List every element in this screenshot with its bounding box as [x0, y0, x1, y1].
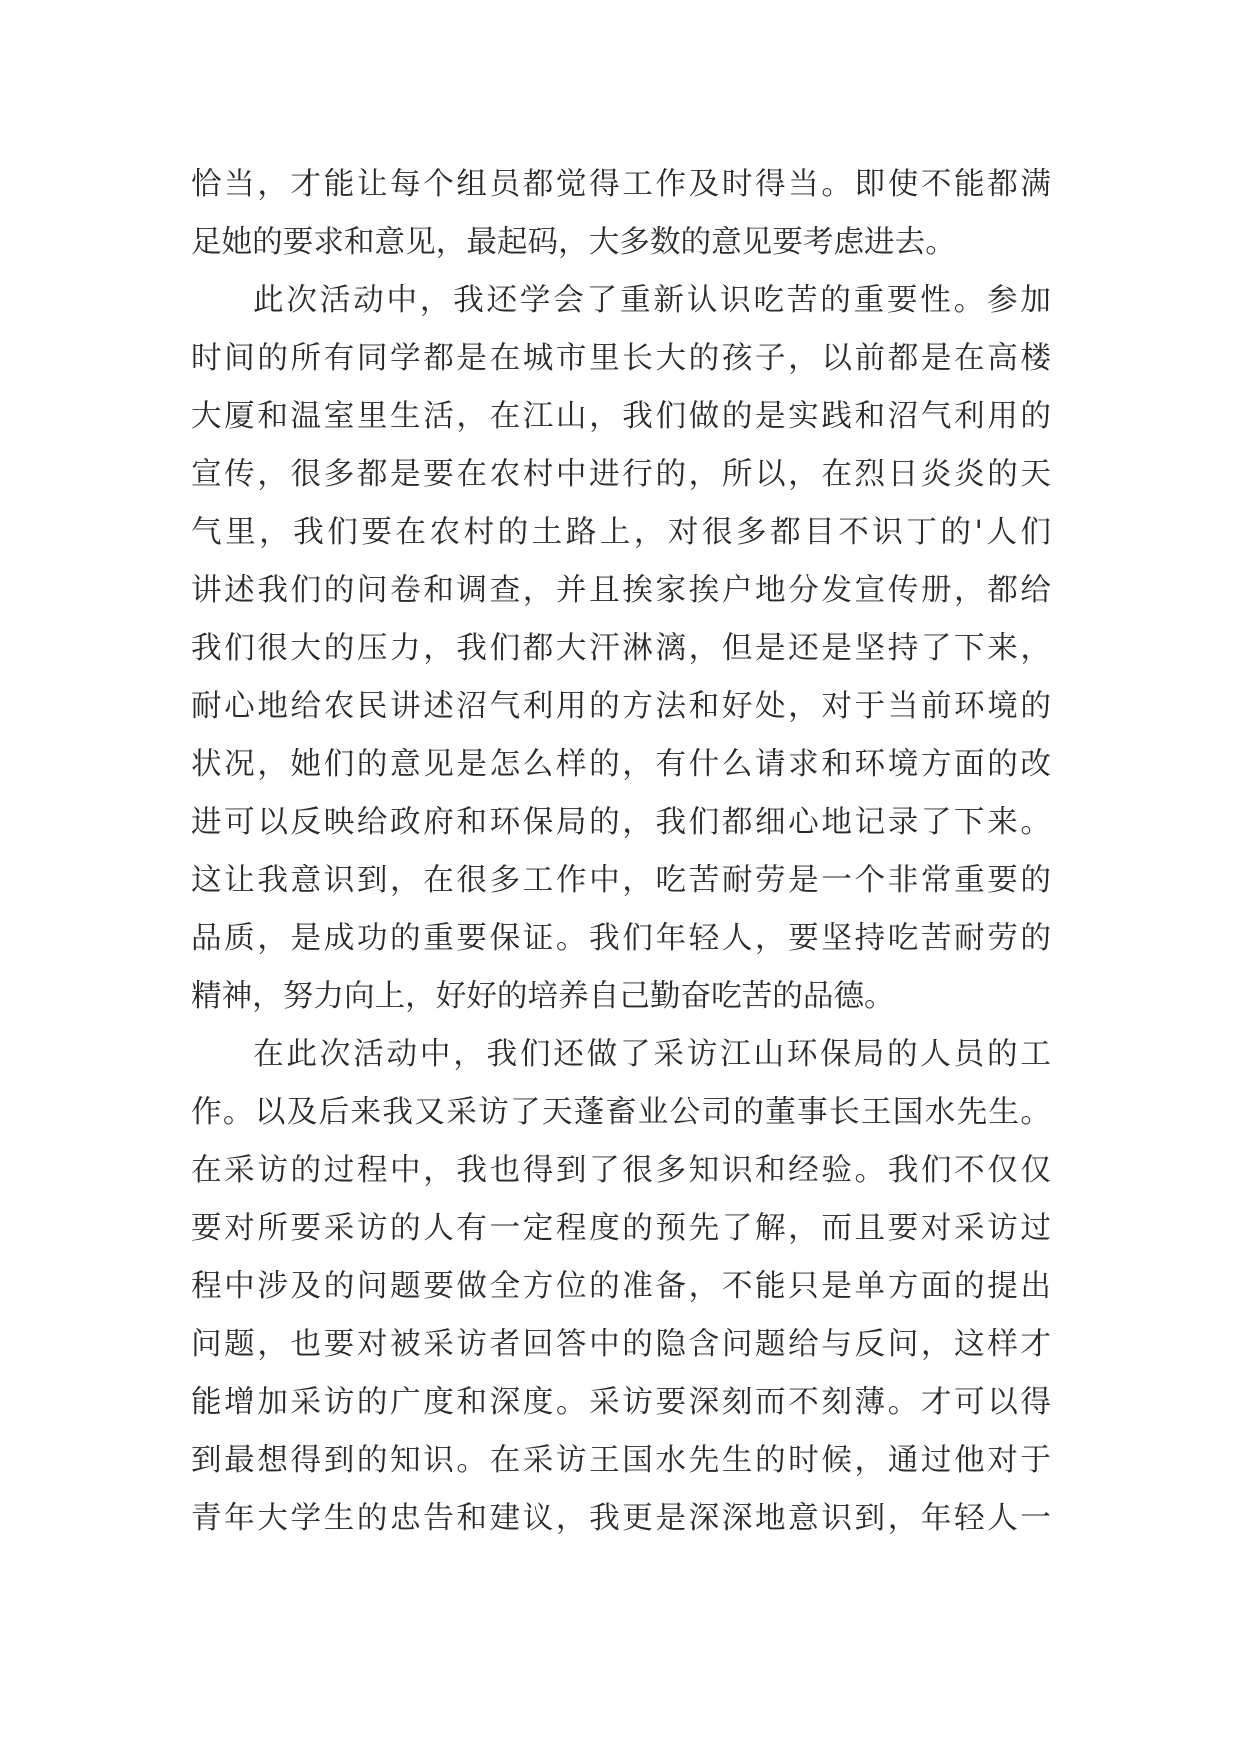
text-line: 进可以反映给政府和环保局的，我们都细心地记录了下来。	[191, 805, 1051, 840]
text-line: 足她的要求和意见，最起码，大多数的意见要考虑进去。	[191, 225, 956, 260]
text-line: 要对所要采访的人有一定程度的预先了解，而且要对采访过	[191, 1211, 1051, 1246]
text-line: 精神，努力向上，好好的培养自己勤奋吃苦的品德。	[191, 979, 895, 1014]
text-line: 在采访的过程中，我也得到了很多知识和经验。我们不仅仅	[191, 1153, 1051, 1188]
text-line: 宣传，很多都是要在农村中进行的，所以，在烈日炎炎的天	[191, 457, 1051, 492]
text-line: 状况，她们的意见是怎么样的，有什么请求和环境方面的改	[191, 747, 1051, 782]
text-line: 这让我意识到，在很多工作中，吃苦耐劳是一个非常重要的	[191, 863, 1051, 898]
text-line: 品质，是成功的重要保证。我们年轻人，要坚持吃苦耐劳的	[191, 921, 1051, 956]
paragraph-first-line: 在此次活动中，我们还做了采访江山环保局的人员的工	[253, 1037, 1051, 1072]
text-line: 耐心地给农民讲述沼气利用的方法和好处，对于当前环境的	[191, 689, 1051, 724]
text-line: 我们很大的压力，我们都大汗淋漓，但是还是坚持了下来，	[191, 631, 1051, 666]
text-line: 大厦和温室里生活，在江山，我们做的是实践和沼气利用的	[191, 399, 1051, 434]
text-line: 问题，也要对被采访者回答中的隐含问题给与反问，这样才	[191, 1327, 1051, 1362]
text-line: 程中涉及的问题要做全方位的准备，不能只是单方面的提出	[191, 1269, 1051, 1304]
paragraph-first-line: 此次活动中，我还学会了重新认识吃苦的重要性。参加	[253, 283, 1051, 318]
text-line: 讲述我们的问卷和调查，并且挨家挨户地分发宣传册，都给	[191, 573, 1051, 608]
text-line: 恰当，才能让每个组员都觉得工作及时得当。即使不能都满	[191, 167, 1051, 202]
text-line: 能增加采访的广度和深度。采访要深刻而不刻薄。才可以得	[191, 1385, 1051, 1420]
text-line: 青年大学生的忠告和建议，我更是深深地意识到，年轻人一	[191, 1501, 1051, 1536]
text-line: 时间的所有同学都是在城市里长大的孩子，以前都是在高楼	[191, 341, 1051, 376]
text-line: 作。以及后来我又采访了天蓬畜业公司的董事长王国水先生。	[191, 1095, 1051, 1130]
body-text	[191, 156, 1051, 1548]
text-line: 气里，我们要在农村的土路上，对很多都目不识丁的'人们	[191, 515, 1051, 550]
text-line: 到最想得到的知识。在采访王国水先生的时候，通过他对于	[191, 1443, 1051, 1478]
